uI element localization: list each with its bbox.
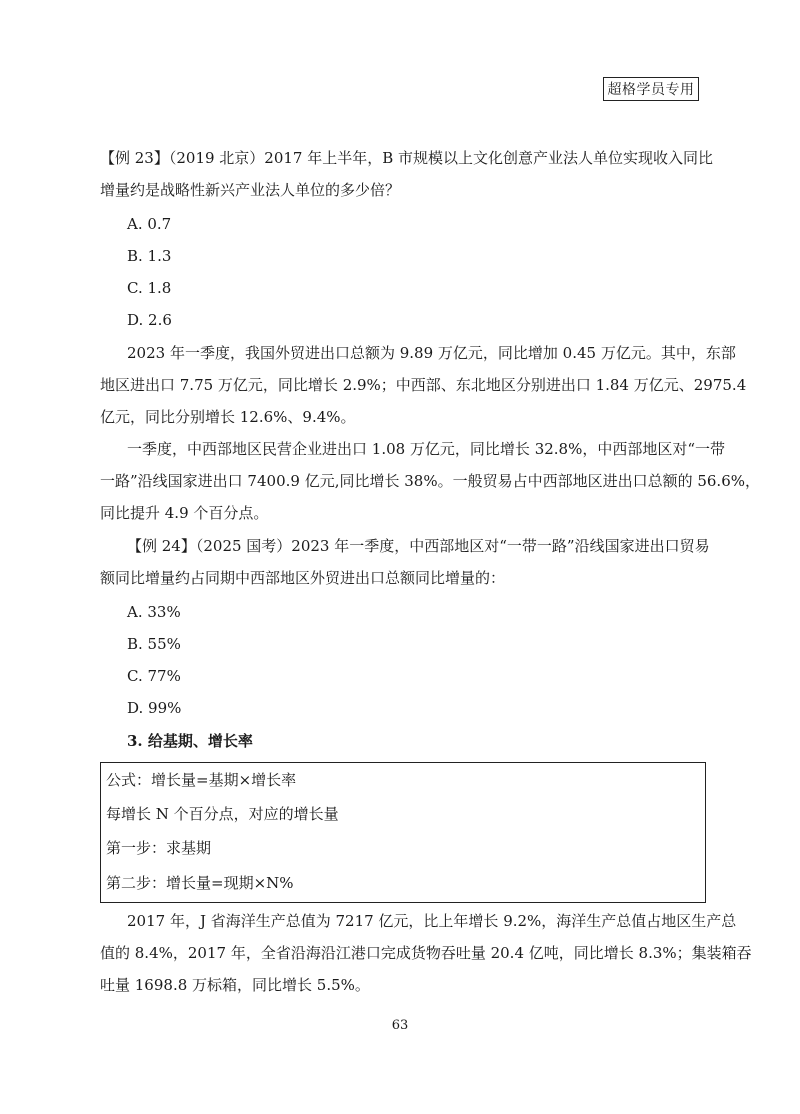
passage1-p2-line-1: 一季度，中西部地区民营企业进出口 1.08 万亿元，同比增长 32.8%，中西部地区对“一带 bbox=[127, 440, 726, 458]
passage1-p1-line-3: 亿元，同比分别增长 12.6%、9.4%。 bbox=[100, 408, 356, 426]
q23-line-1: 【例 23】（2019 北京）2017 年上半年，B 市规模以上文化创意产业法人单位实现收入同比 bbox=[100, 149, 714, 167]
q23-option-b: B. 1.3 bbox=[127, 247, 172, 265]
passage1-p1-line-2: 地区进出口 7.75 万亿元，同比增长 2.9%；中西部、东北地区分别进出口 1.84 万亿元、2975.4 bbox=[100, 376, 747, 394]
q23-option-a: A. 0.7 bbox=[127, 215, 172, 233]
passage2-line-1: 2017 年，J 省海洋生产总值为 7217 亿元，比上年增长 9.2%，海洋生产总值占地区生产总 bbox=[127, 912, 737, 930]
q24-option-a: A. 33% bbox=[127, 603, 181, 621]
q24-option-d: D. 99% bbox=[127, 699, 182, 717]
q24-option-c: C. 77% bbox=[127, 667, 181, 685]
q23-option-d: D. 2.6 bbox=[127, 311, 172, 329]
q23-line-2: 增量约是战略性新兴产业法人单位的多少倍？ bbox=[100, 181, 401, 199]
formula-line-1: 公式：增长量=基期×增长率 bbox=[106, 771, 297, 789]
q24-line-2: 额同比增量约占同期中西部地区外贸进出口总额同比增量的： bbox=[100, 569, 506, 587]
passage1-p2-line-3: 同比提升 4.9 个百分点。 bbox=[100, 504, 269, 522]
q24-option-b: B. 55% bbox=[127, 635, 181, 653]
exclusive-tag: 超格学员专用 bbox=[603, 77, 699, 101]
formula-box bbox=[100, 762, 706, 903]
section-heading: 3. 给基期、增长率 bbox=[127, 732, 253, 750]
passage2-line-3: 吐量 1698.8 万标箱，同比增长 5.5%。 bbox=[100, 976, 370, 994]
passage1-p1-line-1: 2023 年一季度，我国外贸进出口总额为 9.89 万亿元，同比增加 0.45 万亿元。其中，东部 bbox=[127, 344, 736, 362]
formula-line-4: 第二步：增长量=现期×N% bbox=[106, 874, 294, 892]
q24-line-1: 【例 24】（2025 国考）2023 年一季度，中西部地区对“一带一路”沿线国家进出口贸易 bbox=[127, 537, 710, 555]
passage1-p2-line-2: 一路”沿线国家进出口 7400.9 亿元,同比增长 38%。一般贸易占中西部地区进出口总额的 56.6%， bbox=[100, 472, 760, 490]
q23-option-c: C. 1.8 bbox=[127, 279, 172, 297]
passage2-line-2: 值的 8.4%，2017 年，全省沿海沿江港口完成货物吞吐量 20.4 亿吨，同比增长 8.3%；集装箱吞 bbox=[100, 944, 752, 962]
formula-line-3: 第一步：求基期 bbox=[106, 839, 212, 857]
page-number: 63 bbox=[391, 1018, 409, 1033]
formula-line-2: 每增长 N 个百分点，对应的增长量 bbox=[106, 805, 339, 823]
